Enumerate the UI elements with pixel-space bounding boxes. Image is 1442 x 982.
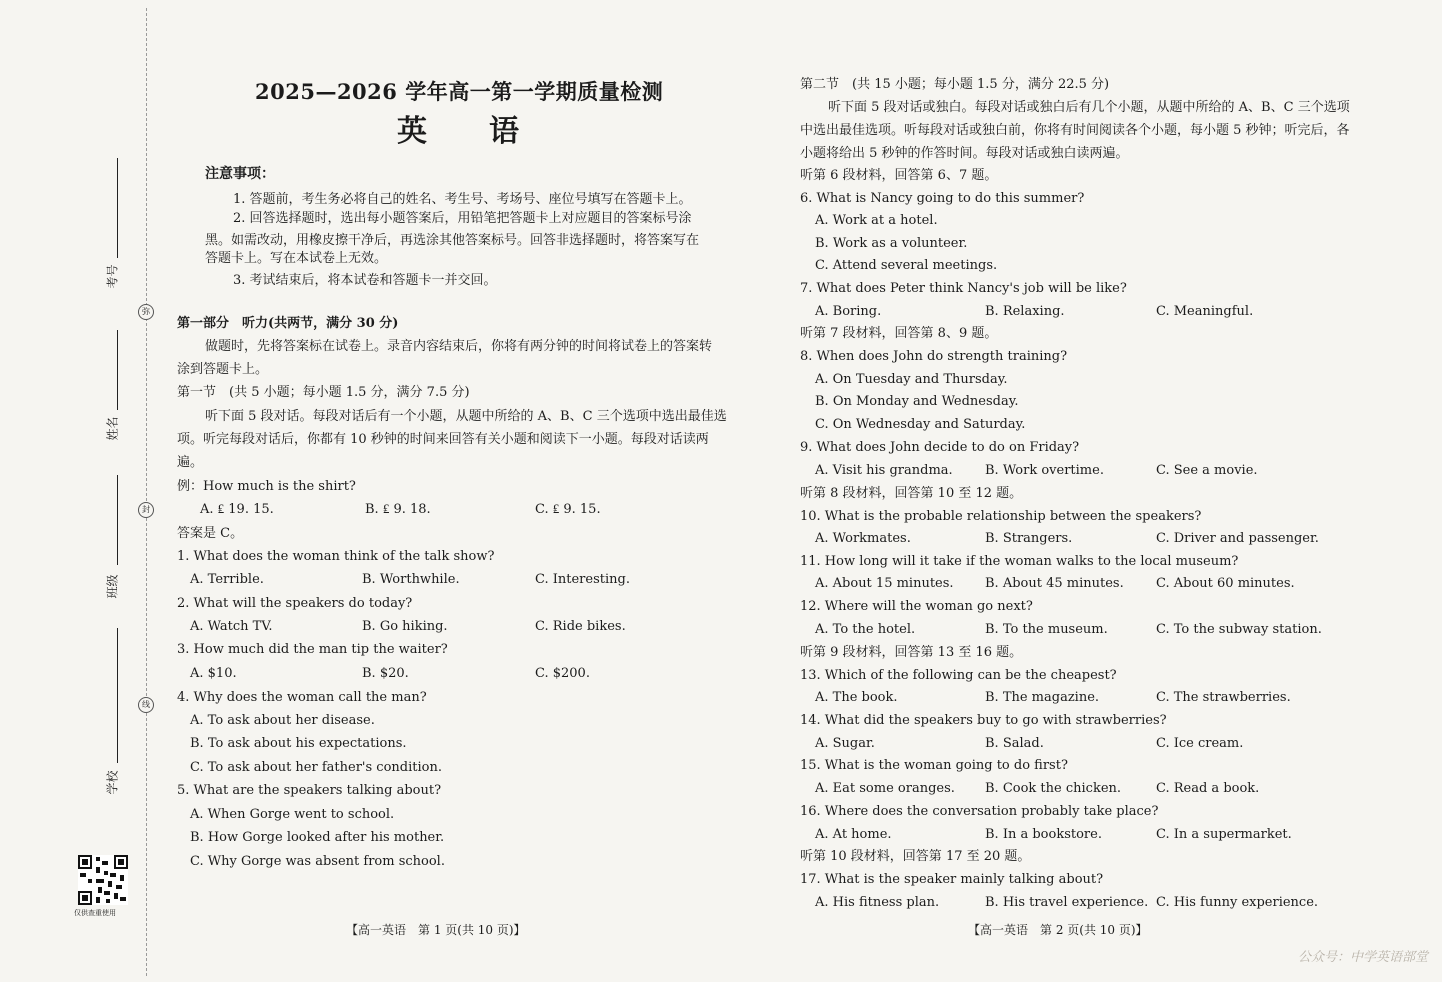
question-8: 8. When does John do strength training? xyxy=(800,349,1068,364)
q4-option-c: C. To ask about her father's condition. xyxy=(190,760,442,775)
question-16: 16. Where does the conversation probably take place? xyxy=(800,804,1159,819)
question-5: 5. What are the speakers talking about? xyxy=(177,783,442,798)
qr-caption: 仅供查重使用 xyxy=(74,909,116,917)
question-4: 4. Why does the woman call the man? xyxy=(177,690,427,705)
section1-intro-line: 项。听完每段对话后，你都有 10 秒钟的时间来回答有关小题和阅读下一小题。每段对话读两 xyxy=(177,432,709,447)
q11-option-a: A. About 15 minutes. xyxy=(815,576,954,591)
q8-option-a: A. On Tuesday and Thursday. xyxy=(815,372,1008,387)
q13-option-c: C. The strawberries. xyxy=(1156,690,1291,705)
q4-option-b: B. To ask about his expectations. xyxy=(190,736,407,751)
q5-option-b: B. How Gorge looked after his mother. xyxy=(190,830,445,845)
q15-option-c: C. Read a book. xyxy=(1156,781,1260,796)
question-13: 13. Which of the following can be the cheapest? xyxy=(800,668,1117,683)
q11-option-c: C. About 60 minutes. xyxy=(1156,576,1295,591)
q7-option-b: B. Relaxing. xyxy=(985,304,1065,319)
part1-intro-line: 涂到答题卡上。 xyxy=(177,362,269,377)
q7-option-c: C. Meaningful. xyxy=(1156,304,1254,319)
question-15: 15. What is the woman going to do first? xyxy=(800,758,1068,773)
class-label: 班级 xyxy=(105,574,120,599)
question-2: 2. What will the speakers do today? xyxy=(177,596,413,611)
q17-option-b: B. His travel experience. xyxy=(985,895,1149,910)
binding-dashed-line xyxy=(146,8,147,976)
name-line xyxy=(117,330,118,410)
part1-intro-line: 做题时，先将答案标在试卷上。录音内容结束后，你将有两分钟的时间将试卷上的答案转 xyxy=(205,339,713,354)
q13-option-a: A. The book. xyxy=(815,690,898,705)
question-11: 11. How long will it take if the woman walks to the local museum? xyxy=(800,554,1239,569)
q9-option-c: C. See a movie. xyxy=(1156,463,1258,478)
q9-option-a: A. Visit his grandma. xyxy=(815,463,953,478)
material-9-instruction: 听第 9 段材料，回答第 13 至 16 题。 xyxy=(800,645,1023,660)
notice-line: 3. 考试结束后，将本试卷和答题卡一并交回。 xyxy=(233,273,497,288)
part1-heading: 第一部分 听力(共两节，满分 30 分) xyxy=(177,316,399,331)
school-label: 学校 xyxy=(105,770,120,795)
q2-option-b: B. Go hiking. xyxy=(362,619,448,634)
q15-option-b: B. Cook the chicken. xyxy=(985,781,1122,796)
q6-option-a: A. Work at a hotel. xyxy=(815,213,938,228)
question-9: 9. What does John decide to do on Friday? xyxy=(800,440,1080,455)
question-12: 12. Where will the woman go next? xyxy=(800,599,1033,614)
question-7: 7. What does Peter think Nancy's job will be like? xyxy=(800,281,1127,296)
q2-option-c: C. Ride bikes. xyxy=(535,619,626,634)
q16-option-c: C. In a supermarket. xyxy=(1156,827,1292,842)
q14-option-c: C. Ice cream. xyxy=(1156,736,1244,751)
q9-option-b: B. Work overtime. xyxy=(985,463,1104,478)
example-option-a: A. ₤ 19. 15. xyxy=(200,502,274,517)
q12-option-b: B. To the museum. xyxy=(985,622,1108,637)
watermark-text: 公众号：中学英语部堂 xyxy=(1298,950,1429,965)
q15-option-a: A. Eat some oranges. xyxy=(815,781,955,796)
page-1-footer: 【高一英语 第 1 页(共 10 页)】 xyxy=(346,923,526,937)
material-6-instruction: 听第 6 段材料，回答第 6、7 题。 xyxy=(800,168,998,183)
q10-option-c: C. Driver and passenger. xyxy=(1156,531,1319,546)
q12-option-a: A. To the hotel. xyxy=(815,622,916,637)
name-label: 姓名 xyxy=(105,416,120,441)
q12-option-c: C. To the subway station. xyxy=(1156,622,1322,637)
q17-option-c: C. His funny experience. xyxy=(1156,895,1319,910)
page-2-footer: 【高一英语 第 2 页(共 10 页)】 xyxy=(968,923,1148,937)
q8-option-c: C. On Wednesday and Saturday. xyxy=(815,417,1026,432)
question-17: 17. What is the speaker mainly talking about? xyxy=(800,872,1104,887)
exam-number-line xyxy=(117,158,118,258)
material-7-instruction: 听第 7 段材料，回答第 8、9 题。 xyxy=(800,326,998,341)
q5-option-a: A. When Gorge went to school. xyxy=(190,807,395,822)
section2-heading: 第二节 (共 15 小题；每小题 1.5 分，满分 22.5 分) xyxy=(800,77,1110,92)
notice-line: 黑。如需改动，用橡皮擦干净后，再选涂其他答案标号。回答非选择题时，将答案写在 xyxy=(205,233,700,248)
q5-option-c: C. Why Gorge was absent from school. xyxy=(190,854,445,869)
qr-code-icon xyxy=(78,855,128,905)
seal-mark-mi: 弥 xyxy=(138,304,154,320)
q6-option-c: C. Attend several meetings. xyxy=(815,258,998,273)
subject-title: 英语 xyxy=(397,114,581,149)
q1-option-a: A. Terrible. xyxy=(190,572,264,587)
class-line xyxy=(117,475,118,565)
q14-option-b: B. Salad. xyxy=(985,736,1044,751)
exam-number-label: 考号 xyxy=(105,264,120,289)
question-1: 1. What does the woman think of the talk show? xyxy=(177,549,495,564)
school-line xyxy=(117,628,118,763)
seal-mark-feng: 封 xyxy=(138,502,154,518)
q3-option-b: B. $20. xyxy=(362,666,409,681)
q17-option-a: A. His fitness plan. xyxy=(815,895,940,910)
q11-option-b: B. About 45 minutes. xyxy=(985,576,1124,591)
example-question: 例：How much is the shirt? xyxy=(177,479,356,494)
section2-intro-line: 中选出最佳选项。听每段对话或独白前，你将有时间阅读各个小题，每小题 5 秒钟；听完后，各 xyxy=(800,123,1350,138)
question-6: 6. What is Nancy going to do this summer? xyxy=(800,191,1085,206)
q10-option-b: B. Strangers. xyxy=(985,531,1073,546)
question-14: 14. What did the speakers buy to go with strawberries? xyxy=(800,713,1167,728)
notice-line: 1. 答题前，考生务必将自己的姓名、考生号、考场号、座位号填写在答题卡上。 xyxy=(233,192,692,207)
q7-option-a: A. Boring. xyxy=(815,304,882,319)
seal-mark-xian: 线 xyxy=(138,697,154,713)
section1-intro-line: 听下面 5 段对话。每段对话后有一个小题，从题中所给的 A、B、C 三个选项中选出最佳选 xyxy=(205,409,727,424)
question-3: 3. How much did the man tip the waiter? xyxy=(177,642,448,657)
q1-option-b: B. Worthwhile. xyxy=(362,572,460,587)
notice-line: 答题卡上。写在本试卷上无效。 xyxy=(205,251,388,266)
section1-intro-line: 遍。 xyxy=(177,455,204,470)
q8-option-b: B. On Monday and Wednesday. xyxy=(815,394,1019,409)
q3-option-c: C. $200. xyxy=(535,666,590,681)
q16-option-b: B. In a bookstore. xyxy=(985,827,1102,842)
material-8-instruction: 听第 8 段材料，回答第 10 至 12 题。 xyxy=(800,486,1023,501)
material-10-instruction: 听第 10 段材料，回答第 17 至 20 题。 xyxy=(800,849,1031,864)
example-option-b: B. ₤ 9. 18. xyxy=(365,502,431,517)
notice-heading: 注意事项： xyxy=(205,166,275,182)
example-option-c: C. ₤ 9. 15. xyxy=(535,502,601,517)
q10-option-a: A. Workmates. xyxy=(815,531,911,546)
exam-title: 2025—2026 学年高一第一学期质量检测 xyxy=(255,79,664,104)
section1-heading: 第一节 (共 5 小题；每小题 1.5 分，满分 7.5 分) xyxy=(177,385,470,400)
question-10: 10. What is the probable relationship between the speakers? xyxy=(800,509,1202,524)
q14-option-a: A. Sugar. xyxy=(815,736,875,751)
notice-line: 2. 回答选择题时，选出每小题答案后，用铅笔把答题卡上对应题目的答案标号涂 xyxy=(233,211,692,226)
q6-option-b: B. Work as a volunteer. xyxy=(815,236,968,251)
q3-option-a: A. $10. xyxy=(190,666,237,681)
q1-option-c: C. Interesting. xyxy=(535,572,630,587)
q13-option-b: B. The magazine. xyxy=(985,690,1100,705)
example-answer: 答案是 C。 xyxy=(177,526,244,541)
q16-option-a: A. At home. xyxy=(815,827,892,842)
section2-intro-line: 听下面 5 段对话或独白。每段对话或独白后有几个小题，从题中所给的 A、B、C 三个选项 xyxy=(828,100,1350,115)
q4-option-a: A. To ask about her disease. xyxy=(190,713,375,728)
section2-intro-line: 小题将给出 5 秒钟的作答时间。每段对话或独白读两遍。 xyxy=(800,146,1129,161)
q2-option-a: A. Watch TV. xyxy=(190,619,273,634)
